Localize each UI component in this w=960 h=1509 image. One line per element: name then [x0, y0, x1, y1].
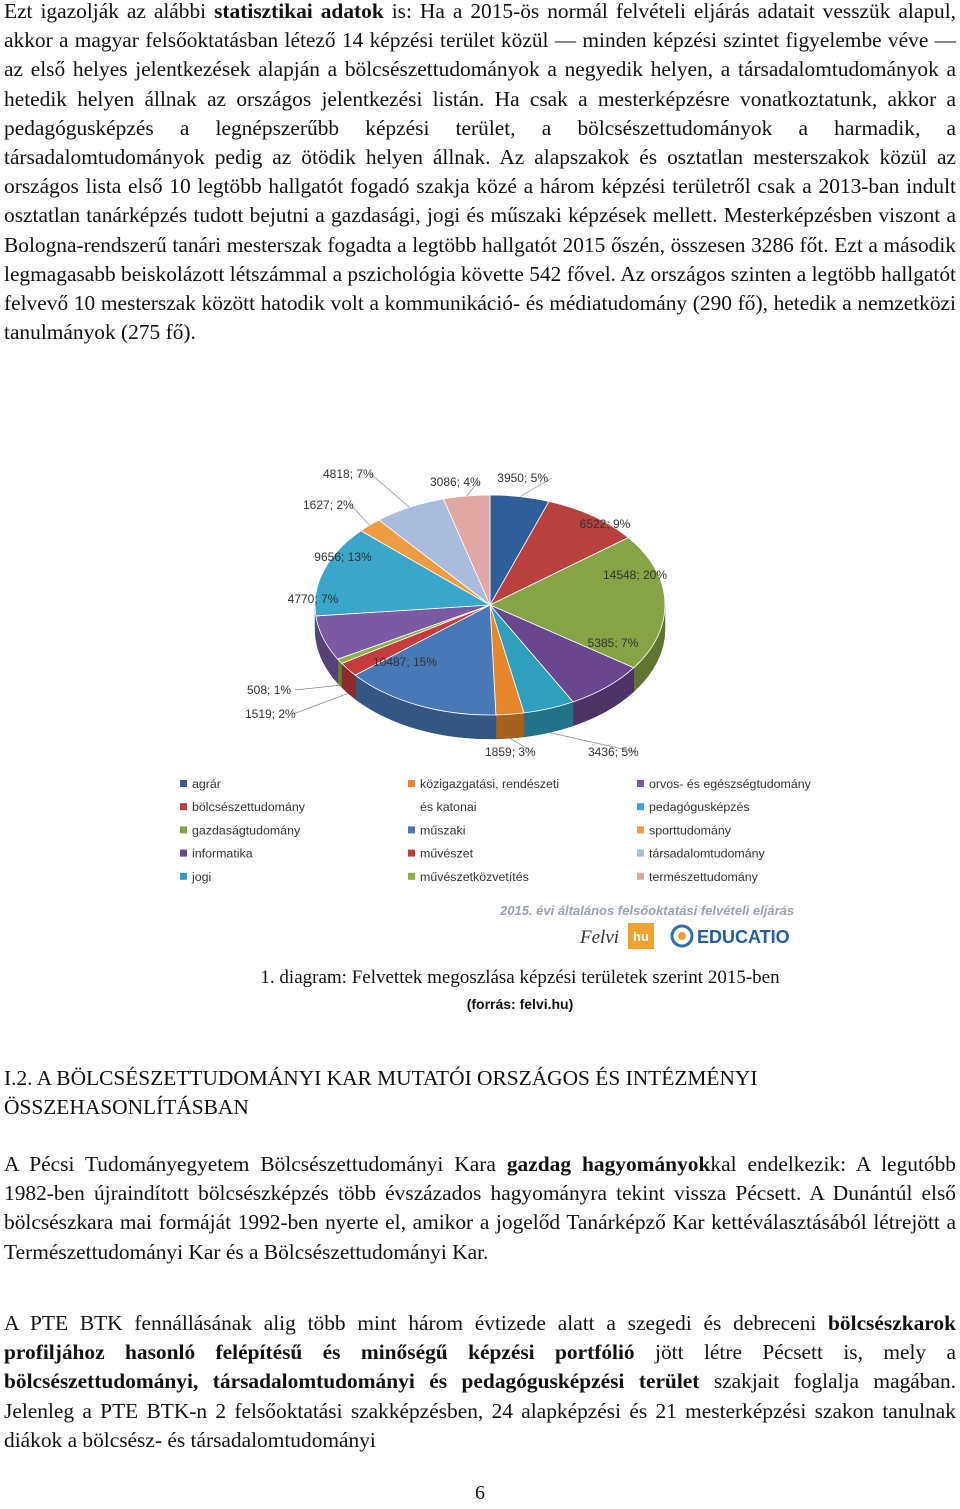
intro-paragraph [4, 0, 956, 347]
legend-label-5: közigazgatási, rendészeti [420, 777, 560, 791]
legend-label-11: pedagógusképzés [649, 800, 750, 815]
data-label-11: 1627; 2% [303, 498, 354, 512]
data-label-1: 6522; 9% [579, 517, 631, 531]
pie-slice-side-5 [496, 713, 524, 739]
legend-label-13: társadalomtudomány [649, 846, 765, 861]
paragraph-text: A Pécsi Tudományegyetem Bölcsészettudományi Kara [4, 1152, 507, 1176]
leader-line-7 [293, 693, 348, 714]
legend-swatch-5 [408, 780, 415, 787]
paragraph-text: A PTE BTK fennállásának alig több mint három évtizede alatt a szegedi és debreceni [4, 1311, 829, 1335]
legend-label-1: bölcsészettudomány [192, 800, 305, 815]
leader-line-12 [371, 474, 409, 507]
legend-label-9: művészetközvetítés [420, 869, 529, 884]
legend-label-6: és katonai [420, 800, 477, 815]
figure-source: (forrás: felvi.hu) [466, 996, 574, 1012]
data-label-9: 4770; 7% [287, 592, 339, 606]
data-label-10: 9656; 13% [314, 550, 372, 564]
data-label-7: 1519; 2% [245, 707, 296, 721]
paragraph-text: szakjait foglalja magában. Jelenleg a PTE BTK-n 2 felsőoktatási szakképzésben, 24 alapképzési és 21 mesterképzési szakon tanulnak diákok a bölcsész- és társadalomtudományi [4, 1369, 956, 1452]
pie-chart [150, 440, 830, 960]
paragraph-text: is: Ha a 2015-ös normál felvételi eljárás adatait vesszük alapul, akkor a magyar felsőoktatásban létező 14 képzési terület közül — minden képzési szintet figyelembe véve — az első helyes jelentkezések alapján a bölcsészettudományok a negyedik helyen, a társadalomtudományok a hetedik helyen állnak az országos jelentkezési listán. Ha csak a mesterképzésre vonatkoztatunk, akkor a pedagógusképzés a legnépszerűbb képzési terület, a bölcsészettudományok a harmadik, a társadalomtudományok pedig az ötödik helyen állnak. Az alapszakok és osztatlan mesterszakok közül az országos lista első 10 legtöbb hallgatót fogadó szakja közé a három képzési területről csak a 2013-ban indult osztatlan tanárképzés tudott bejutni a gazdasági, jogi és műszaki képzések mellett. Mesterképzésben viszont a Bologna-rendszerű tanári mesterszak fogadta a legtöbb hallgatót 2015 őszén, összesen 3286 főt. Ezt a második legmagasabb beiskolázott létszámmal a pszichológia követte 542 fővel. Az országos szinten a legtöbb hallgatót felvevő 10 mesterszak között hatodik volt a kommunikáció- és médiatudomány (290 fő), hetedik a nemzetközi tanulmányok (275 fő). [4, 0, 956, 345]
data-label-4: 3436; 5% [588, 745, 639, 759]
data-label-2: 14548; 20% [602, 568, 668, 582]
chart-watermark: 2015. évi általános felsőoktatási felvételi eljárás [500, 903, 795, 918]
bold-text: statisztikai adatok [214, 0, 384, 23]
legend-swatch-10 [637, 780, 644, 787]
educatio-logo-text: EDUCATIO [697, 927, 790, 947]
legend-label-4: jogi [192, 869, 212, 884]
data-label-5: 1859; 3% [485, 745, 536, 759]
data-label-0: 3950; 5% [497, 471, 548, 485]
bold-text: gazdag hagyományok [506, 1152, 711, 1176]
leader-line-8 [295, 685, 340, 690]
pie-slice-side-8 [338, 659, 342, 687]
figure-caption: 1. diagram: Felvettek megoszlása képzési területek szerint 2015-ben [260, 967, 780, 988]
legend-label-3: informatika [192, 846, 253, 861]
legend-label-7: műszaki [420, 823, 466, 838]
paragraph-text: kal endelkezik: A legutóbb 1982-ben újraindított bölcsészképzés több évszázados hagyományra tekint vissza Pécsett. A Dunántúl első bölcsészkara mai formáját 1992-ben nyerte el, amikor a jogelőd Tanárképző Kar kettéválasztásából létrejött a Természettudományi Kar és a Bölcsészettudományi Kar. [4, 1152, 956, 1264]
leader-line-11 [351, 505, 370, 525]
paragraph-text: jött létre Pécsett is, mely a [634, 1340, 957, 1365]
paragraph-text: Ezt igazolják az alábbi [4, 0, 215, 23]
bold-text: bölcsészkarok profiljához hasonló felépítésű és minőségű képzési portfólió [4, 1311, 956, 1365]
legend-label-2: gazdaságtudomány [192, 823, 301, 838]
legend-label-12: sporttudomány [649, 823, 731, 838]
portfolio-paragraph [4, 1309, 956, 1455]
legend-swatch-7 [408, 826, 415, 833]
legend-swatch-3 [180, 850, 187, 857]
bold-text: bölcsészettudományi, társadalomtudományi és pedagógusképzési terület [4, 1369, 700, 1394]
legend-swatch-9 [408, 873, 415, 880]
data-label-13: 3086; 4% [430, 475, 481, 489]
legend-swatch-12 [637, 826, 644, 833]
educatio-logo-dot [678, 932, 686, 940]
pie-chart-svg [150, 440, 830, 960]
legend-label-8: művészet [420, 846, 474, 861]
legend-swatch-0 [180, 780, 187, 787]
legend-swatch-4 [180, 873, 187, 880]
legend-label-10: orvos- és egészségtudomány [649, 777, 811, 791]
data-label-3: 5385; 7% [587, 636, 639, 650]
legend-swatch-8 [408, 850, 415, 857]
section-heading: I.2. A BÖLCSÉSZETTUDOMÁNYI KAR MUTATÓI ORSZÁGOS ÉS INTÉZMÉNYI ÖSSZEHASONLÍTÁSBAN [4, 1066, 758, 1119]
history-paragraph [4, 1150, 956, 1267]
legend-swatch-11 [637, 803, 644, 810]
data-label-6: 10487; 15% [372, 655, 438, 669]
data-label-12: 4818; 7% [323, 467, 374, 481]
legend-swatch-13 [637, 850, 644, 857]
legend-label-14: természettudomány [649, 869, 758, 884]
page-number: 6 [475, 1482, 485, 1504]
legend-swatch-2 [180, 826, 187, 833]
legend-swatch-1 [180, 803, 187, 810]
felvi-logo-text: Felvi [580, 927, 620, 948]
data-label-8: 508; 1% [247, 683, 292, 697]
felvi-logo-hu: hu [633, 929, 649, 944]
legend-label-0: agrár [192, 777, 221, 791]
legend-swatch-14 [637, 873, 644, 880]
